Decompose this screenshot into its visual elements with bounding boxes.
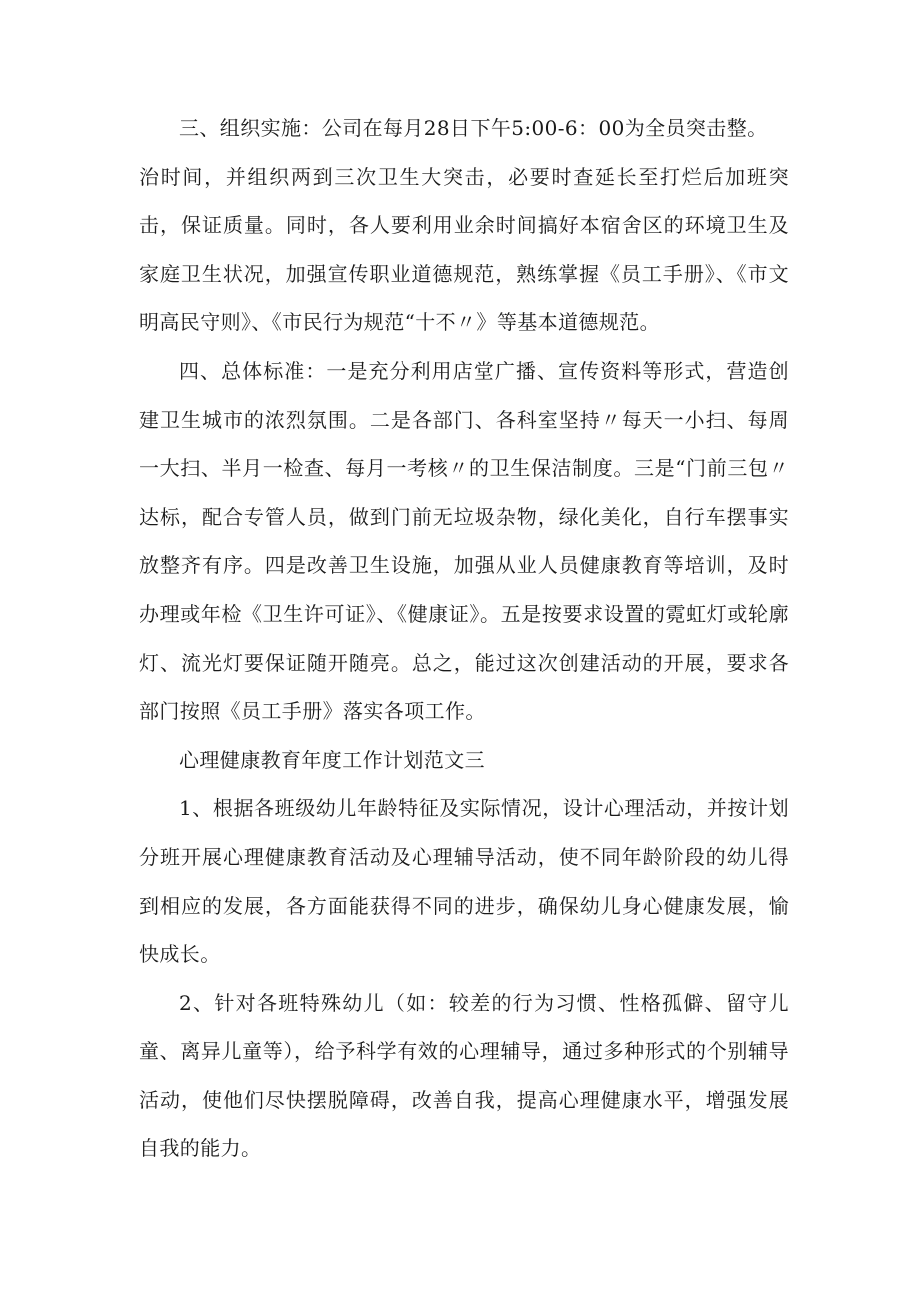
section-paragraph-2: 2、针对各班特殊幼儿（如：较差的行为习惯、性格孤僻、留守儿童、离异儿童等），给予科学有效的心理辅导，通过多种形式的个别辅导活动，使他们尽快摆脱障碍，改善自我，提高心理健康水平，增强发展自我的能力。	[139, 990, 789, 1161]
document-body	[139, 104, 789, 1173]
paragraph-overall-standard: 四、总体标准：一是充分利用店堂广播、宣传资料等形式，营造创建卫生城市的浓烈氛围。二是各部门、各科室坚持〃每天一小扫、每周一大扫、半月一检查、每月一考核〃的卫生保洁制度。三是“门前三包〃达标，配合专管人员，做到门前无垃圾杂物，绿化美化，自行车摆事实放整齐有序。四是改善卫生设施，加强从业人员健康教育等培训，及时办理或年检《卫生许可证》、《健康证》。五是按要求设置的霓虹灯或轮廓灯、流光灯要保证随开随亮。总之，能过这次创建活动的开展，要求各部门按照《员工手册》落实各项工作。	[139, 358, 789, 724]
section-paragraph-1: 1、根据各班级幼儿年龄特征及实际情况，设计心理活动，并按计划分班开展心理健康教育活动及心理辅导活动，使不同年龄阶段的幼儿得到相应的发展，各方面能获得不同的进步，确保幼儿身心健康发展，愉快成长。	[139, 796, 789, 967]
paragraph-organization: 三、组织实施：公司在每月28日下午5:00-6：00为全员突击整。	[179, 116, 768, 140]
paragraph-organization-continued: 治时间，并组织两到三次卫生大突击，必要时查延长至打烂后加班突击，保证质量。同时，各人要利用业余时间搞好本宿舍区的环境卫生及家庭卫生状况，加强宣传职业道德规范，熟练掌握《员工手册》、《市文明高民守则》、《市民行为规范“十不〃》等基本道德规范。	[139, 164, 789, 335]
section-title: 心理健康教育年度工作计划范文三	[179, 747, 485, 772]
